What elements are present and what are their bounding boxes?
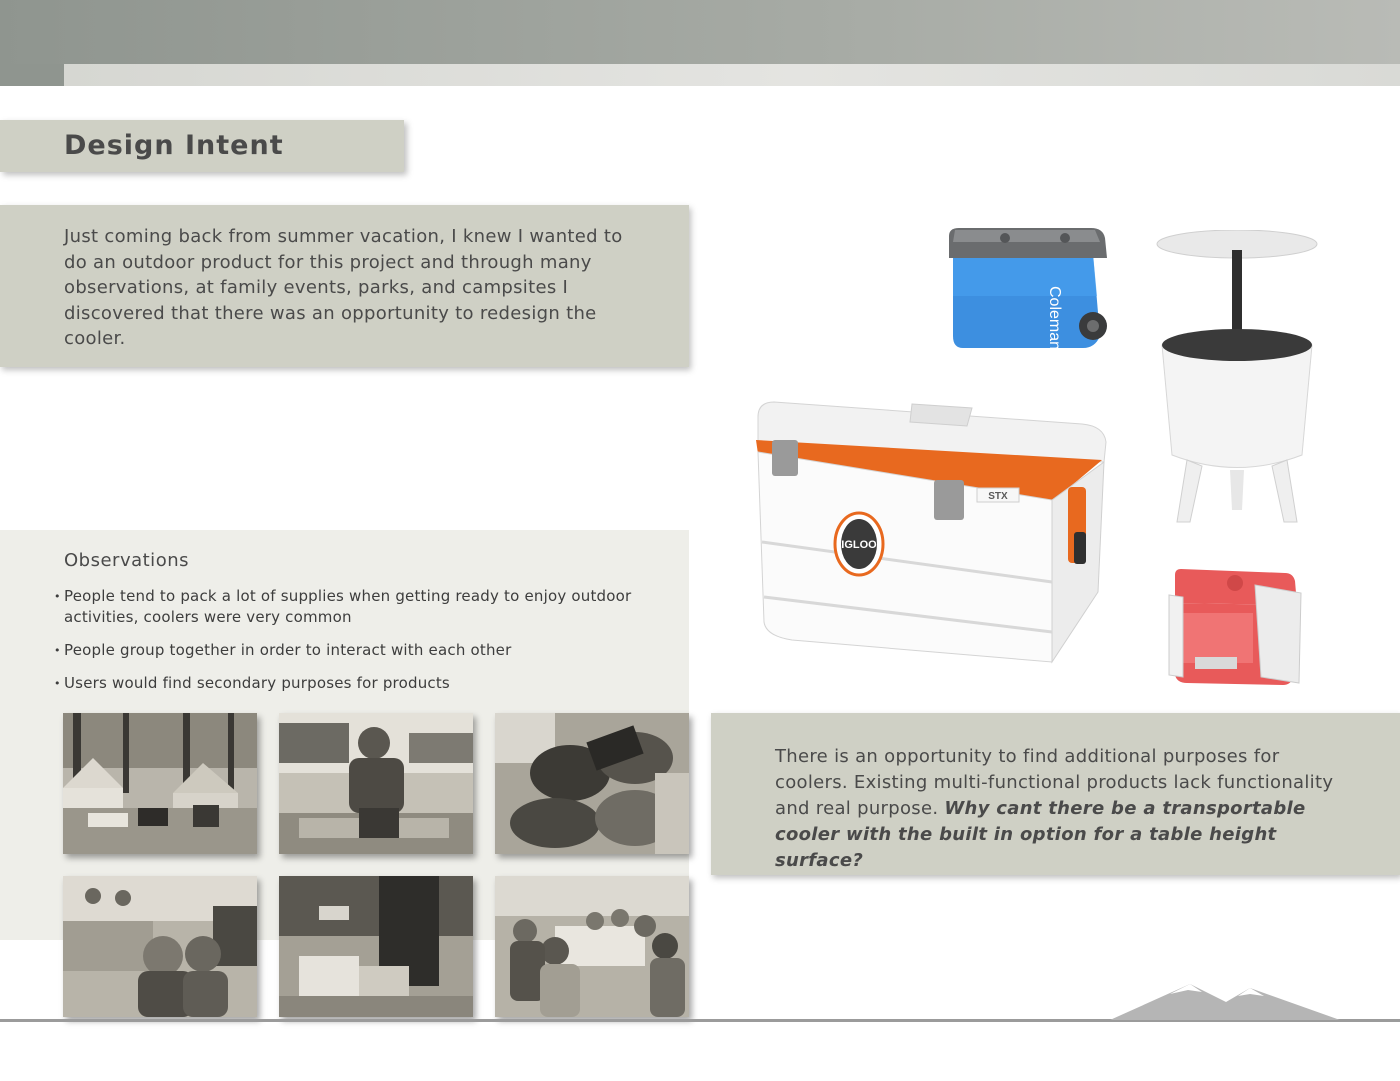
man-on-tailgate-photo (279, 713, 473, 854)
coleman-wheeled-cooler (945, 226, 1113, 360)
igloo-cooler-product (752, 392, 1112, 676)
group-table-photo (495, 876, 689, 1017)
red-portable-cooler (1165, 565, 1305, 694)
intent-panel (0, 205, 689, 367)
opportunity-panel (711, 713, 1400, 875)
igloo-model-label: STX (988, 491, 1008, 502)
intent-text: Just coming back from summer vacation, I knew I wanted to do an outdoor product for this project and through many observations, at family events, parks, and campsites I discovered that there was an opportunity to redesign the cooler. (64, 226, 623, 349)
observation-item: • Users would find secondary purposes for products (54, 673, 634, 694)
coleman-label: Coleman (1046, 286, 1063, 351)
opportunity-statement: There is an opportunity to find additional purposes for coolers. Existing multi-functional products lack functionality and real purpose. (775, 746, 1334, 819)
opportunity-question: Why cant there be a transportable cooler with the built in option for a table height surface? (775, 798, 1306, 871)
cooler-table-product (1152, 230, 1322, 534)
title-banner (0, 120, 404, 172)
header-accent (0, 64, 64, 86)
packed-gear-photo (495, 713, 689, 854)
campsite-tents-photo (63, 713, 257, 854)
couple-selfie-photo (63, 876, 257, 1017)
observations-list (54, 586, 634, 706)
observations-heading: Observations (64, 550, 189, 571)
observation-item: • People tend to pack a lot of supplies when getting ready to enjoy outdoor activities, coolers were very common (54, 586, 634, 628)
opportunity-text (775, 744, 1355, 874)
observation-item: • People group together in order to interact with each other (54, 640, 634, 661)
mountain-logo-icon (1110, 980, 1340, 1026)
header-strip (64, 64, 1400, 86)
truck-cooler-photo (279, 876, 473, 1017)
igloo-label: IGLOO (841, 539, 877, 551)
page-title: Design Intent (64, 130, 284, 161)
header-bar (0, 0, 1400, 64)
